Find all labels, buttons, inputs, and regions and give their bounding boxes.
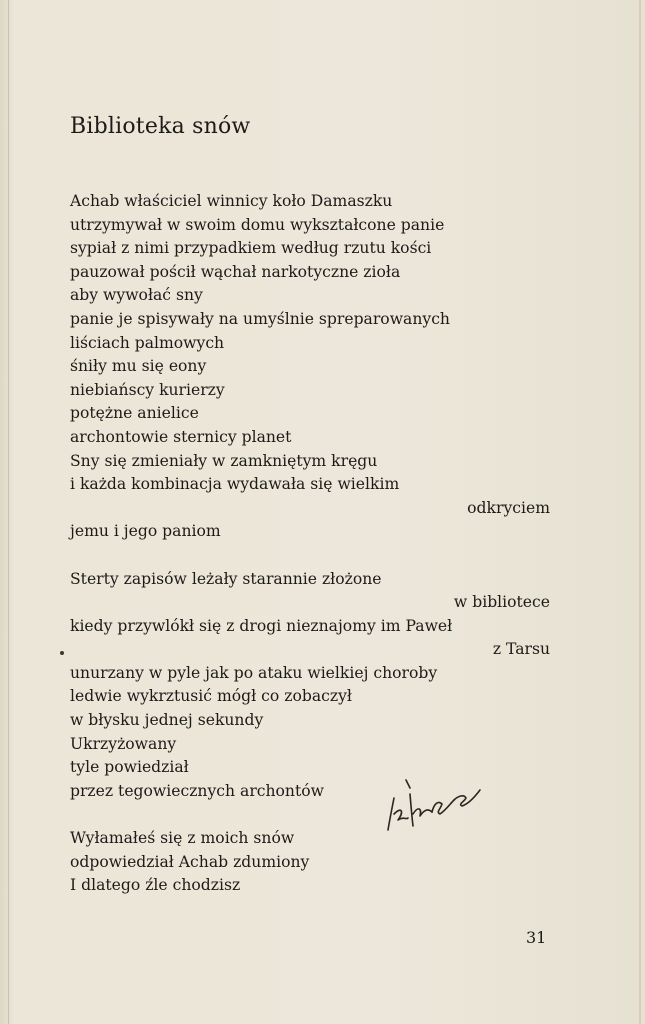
poem-line: utrzymywał w swoim domu wykształcone panie [70,215,445,234]
poem-line: liściach palmowych [70,333,225,352]
poem-line: jemu i jego paniom [70,522,221,541]
poem-line: w bibliotece [453,593,550,612]
poem-line: I dlatego źle chodzisz [70,876,241,895]
poem-line: sypiał z nimi przypadkiem według rzutu kości [70,239,432,258]
poem-line: w błysku jednej sekundy [70,711,264,730]
ink-dot [60,651,64,655]
poem-line: potężne anielice [70,404,199,423]
poem-line: unurzany w pyle jak po ataku wielkiej choroby [70,663,438,682]
poem-line: odkryciem [467,498,550,517]
stanza-break [70,544,550,568]
page-edge-shadow [8,0,9,1024]
poem-line: panie je spisywały na umyślnie spreparowanych [70,309,450,328]
poem-line: odpowiedział Achab zdumiony [70,852,310,871]
poem-line: niebiańscy kurierzy [70,380,225,399]
poem-line: Ukrzyżowany [70,734,177,753]
handwritten-annotation [380,770,490,840]
poem-line: tyle powiedział [70,758,189,777]
poem-line: z Tarsu [492,640,550,659]
poem-line: śniły mu się eony [70,357,207,376]
poem-line: i każda kombinacja wydawała się wielkim [70,475,400,494]
poem-line: Wyłamałeś się z moich snów [70,829,295,848]
poem-line: Achab właściciel winnicy koło Damaszku [70,192,393,210]
poem-line: archontowie sternicy planet [70,427,292,446]
poem-line: pauzował pościł wąchał narkotyczne zioła [70,262,401,281]
page-right-edge [639,0,641,1024]
poem-line: aby wywołać sny [70,286,203,305]
poem-title: Biblioteka snów [70,114,251,139]
page-number: 31 [526,928,547,947]
poem-line: Sterty zapisów leżały starannie złożone [70,569,382,588]
poem-line: kiedy przywlókł się z drogi nieznajomy im Paweł [70,616,453,635]
poem-line: przez tegowiecznych archontów [70,781,324,800]
poem-line: ledwie wykrztusić mógł co zobaczył [70,687,352,706]
poem-line: Sny się zmieniały w zamkniętym kręgu [70,451,378,470]
